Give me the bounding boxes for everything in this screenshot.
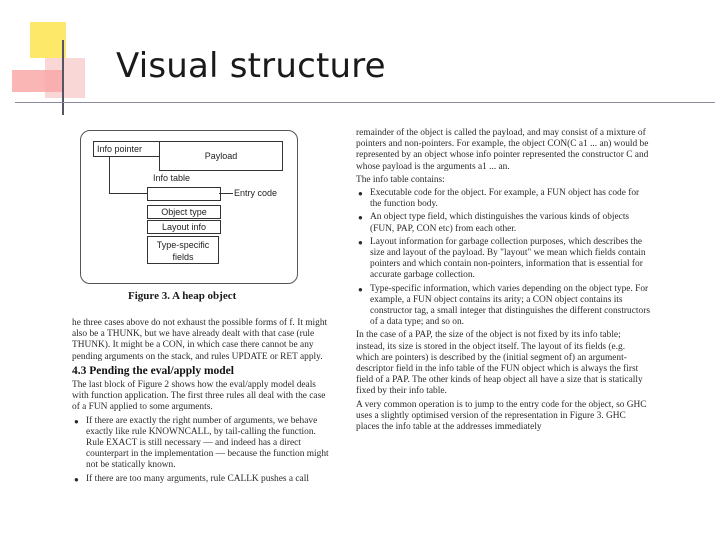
left-bullet-list — [72, 416, 330, 485]
payload-box — [159, 141, 283, 171]
title-underline — [15, 102, 715, 103]
pap-paragraph: In the case of a PAP, the size of the object is not fixed by its info table; instead, its size is stored in the object itself. The layout of its fields (e.g. which are pointers) is described by the (initial segment of) an argument-descriptor field in the info table of the FUN object which is always the first field of a PAP. The other kinds of heap object all have a size that is statically fixed by their info table. — [356, 330, 643, 397]
info-pointer-box — [93, 141, 160, 157]
bullet-icon: ● — [358, 189, 363, 199]
type-specific-label: Type-specific fields — [156, 240, 210, 262]
section-heading: 4.3 Pending the eval/apply model — [72, 364, 234, 377]
list-item-text: An object type field, which distinguishes the various kinds of objects (FUN, PAP, CON etc) from each other. — [370, 212, 630, 234]
right-bullet-list — [356, 188, 650, 328]
bullet-icon: ● — [74, 474, 79, 484]
type-specific-box — [147, 236, 219, 264]
list-item-text: Layout information for garbage collection purposes, which describes the size and layout of the payload. By "layout" we mean which fields contain pointers and which contain non-pointers, information that is essential for accurate garbage collection. — [370, 236, 646, 281]
list-item — [356, 188, 650, 210]
right-intro-paragraph: remainder of the object is called the payload, and may consist of a mixture of pointers and non-pointers. For example, the object CON(C a1 ... an) would be represented by an object whose info pointer represented the constructor C and whose payload is the arguments a1 ... an. — [356, 128, 649, 172]
list-item — [356, 237, 650, 282]
right-column — [356, 128, 650, 518]
left-intro-paragraph: he three cases above do not exhaust the possible forms of f. It might also be a THUNK, but we have already dealt with that case (rule THUNK). It might be a CON, in which case there cannot be any pending arguments on the stack, and rules UPDATE or RET apply. — [72, 318, 328, 362]
common-operation-paragraph: A very common operation is to jump to the entry code for the object, so GHC uses a slightly optimised version of the representation in Figure 3. GHC places the info table at the addresses immediately — [356, 399, 647, 433]
bullet-icon: ● — [358, 284, 363, 294]
decor-yellow-square — [30, 22, 66, 58]
left-body-paragraph: The last block of Figure 2 shows how the eval/apply model deals with function application. The first three rules all deal with the case of a FUN applied to some arguments. — [72, 380, 326, 413]
object-type-label: Object type — [161, 207, 207, 217]
layout-info-box — [147, 220, 221, 234]
list-item-text: If there are too many arguments, rule CALLK pushes a call — [86, 473, 309, 484]
object-type-box — [147, 205, 221, 219]
info-table-contains: The info table contains: — [356, 174, 445, 185]
heap-object-figure — [80, 130, 298, 284]
decor-red-bar — [12, 70, 64, 92]
bullet-icon: ● — [358, 213, 363, 223]
bullet-icon: ● — [358, 237, 363, 247]
pointer-arrow-vertical — [109, 156, 110, 193]
list-item-text: Executable code for the object. For example, a FUN object has code for the function body. — [370, 188, 640, 210]
pointer-arrow-horizontal — [109, 193, 147, 194]
decor-vertical-line — [62, 40, 64, 115]
list-item-text: Type-specific information, which varies depending on the object type. For example, a FUN object contains its arity; a CON object contains its constructor tag, a small integer that distinguishes the different constructors of a data type; and so on. — [370, 283, 650, 328]
figure-caption: Figure 3. A heap object — [128, 290, 237, 302]
list-item-text: If there are exactly the right number of arguments, we behave exactly like rule KNOWNCALL, by tail-calling the function. Rule EXACT is still necessary — and indeed has a direct counterpart in the implementation — because the function might not be statically known. — [86, 415, 329, 471]
list-item — [72, 474, 330, 485]
entry-code-arrow — [219, 193, 233, 194]
list-item — [356, 212, 650, 234]
bullet-icon: ● — [74, 416, 79, 426]
info-table-top-box — [147, 187, 221, 201]
info-pointer-label: Info pointer — [97, 144, 143, 154]
list-item — [72, 416, 330, 472]
info-table-label: Info table — [153, 173, 191, 183]
layout-info-label: Layout info — [161, 222, 207, 232]
slide-title: Visual structure — [116, 46, 386, 86]
entry-code-label: Entry code — [234, 188, 278, 198]
left-column — [72, 318, 330, 518]
payload-label: Payload — [204, 151, 238, 161]
list-item — [356, 284, 650, 329]
